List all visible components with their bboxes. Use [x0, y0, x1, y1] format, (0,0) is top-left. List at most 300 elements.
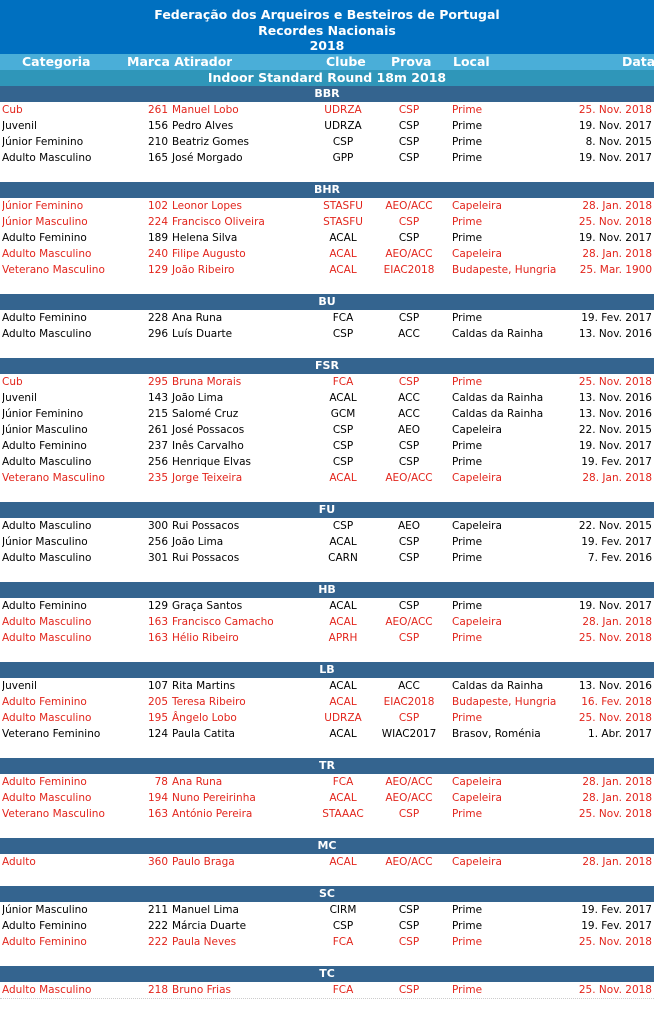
record-data: 28. Jan. 2018 — [582, 856, 652, 868]
record-local: Capeleira — [452, 776, 502, 788]
record-atirador: Bruna Morais — [172, 376, 242, 388]
record-categoria: Veterano Masculino — [2, 808, 105, 820]
record-row — [0, 118, 654, 134]
record-local: Budapeste, Hungria — [452, 264, 557, 276]
record-data: 19. Nov. 2017 — [578, 232, 652, 244]
record-clube: GPP — [332, 152, 354, 164]
record-atirador: Helena Silva — [172, 232, 238, 244]
record-atirador: Inês Carvalho — [172, 440, 244, 452]
record-local: Caldas da Rainha — [452, 408, 544, 420]
record-clube: APRH — [328, 632, 358, 644]
record-prova: AEO/ACC — [385, 248, 433, 260]
record-score: 228 — [148, 312, 169, 324]
record-prova: CSP — [398, 632, 420, 644]
record-marca-atirador — [148, 102, 318, 118]
record-row — [0, 614, 654, 630]
record-categoria: Adulto Feminino — [2, 936, 87, 948]
record-marca-atirador — [148, 438, 318, 454]
record-local: Prime — [452, 984, 483, 996]
record-data: 25. Nov. 2018 — [578, 216, 652, 228]
record-local: Prime — [452, 120, 483, 132]
record-categoria: Júnior Feminino — [2, 408, 84, 420]
record-row — [0, 406, 654, 422]
record-score: 102 — [148, 200, 169, 212]
record-data: 13. Nov. 2016 — [578, 392, 652, 404]
records-title: Recordes Nacionais — [258, 22, 396, 38]
record-local: Capeleira — [452, 856, 502, 868]
record-clube: FCA — [332, 936, 354, 948]
record-prova: CSP — [398, 552, 420, 564]
record-clube: ACAL — [329, 616, 357, 628]
record-atirador: Jorge Teixeira — [172, 472, 243, 484]
record-score: 163 — [148, 632, 169, 644]
record-data: 28. Jan. 2018 — [582, 616, 652, 628]
record-atirador: Leonor Lopes — [172, 200, 242, 212]
record-prova: EIAC2018 — [383, 696, 435, 708]
record-atirador: João Lima — [172, 392, 224, 404]
record-row — [0, 982, 654, 998]
record-atirador: Paula Catita — [172, 728, 235, 740]
record-local: Capeleira — [452, 520, 502, 532]
record-row — [0, 438, 654, 454]
record-data: 25. Nov. 2018 — [578, 808, 652, 820]
record-atirador: Luís Duarte — [172, 328, 233, 340]
record-clube: ACAL — [329, 248, 357, 260]
column-prova: Prova — [391, 54, 432, 69]
record-data: 22. Nov. 2015 — [578, 520, 652, 532]
record-atirador: Márcia Duarte — [172, 920, 247, 932]
record-row — [0, 934, 654, 950]
record-prova: AEO/ACC — [385, 616, 433, 628]
record-marca-atirador — [148, 982, 318, 998]
record-atirador: Bruno Frias — [172, 984, 232, 996]
record-row — [0, 326, 654, 342]
record-atirador: Manuel Lobo — [172, 104, 239, 116]
record-row — [0, 470, 654, 486]
record-prova: CSP — [398, 136, 420, 148]
record-marca-atirador — [148, 598, 318, 614]
record-clube: ACAL — [329, 472, 357, 484]
section-header-tr: TR — [0, 758, 654, 774]
record-prova: CSP — [398, 312, 420, 324]
record-prova: CSP — [398, 904, 420, 916]
record-prova: CSP — [398, 232, 420, 244]
record-score: 163 — [148, 616, 169, 628]
record-marca-atirador — [148, 694, 318, 710]
record-local: Budapeste, Hungria — [452, 696, 557, 708]
record-clube: CSP — [332, 456, 354, 468]
section-spacer — [0, 566, 654, 582]
record-atirador: Graça Santos — [172, 600, 243, 612]
record-prova: AEO/ACC — [385, 472, 433, 484]
record-local: Capeleira — [452, 616, 502, 628]
section-spacer — [0, 486, 654, 502]
record-row — [0, 134, 654, 150]
record-local: Capeleira — [452, 200, 502, 212]
record-local: Caldas da Rainha — [452, 328, 544, 340]
record-marca-atirador — [148, 134, 318, 150]
record-clube: ACAL — [329, 696, 357, 708]
record-local: Prime — [452, 552, 483, 564]
record-row — [0, 854, 654, 870]
column-categoria: Categoria — [22, 54, 91, 69]
record-local: Prime — [452, 712, 483, 724]
record-score: 165 — [148, 152, 169, 164]
record-atirador: Nuno Pereirinha — [172, 792, 256, 804]
record-atirador: Salomé Cruz — [172, 408, 239, 420]
record-prova: CSP — [398, 104, 420, 116]
records-body — [0, 86, 654, 1015]
record-categoria: Veterano Feminino — [2, 728, 101, 740]
section-spacer — [0, 822, 654, 838]
section-header-hb: HB — [0, 582, 654, 598]
record-categoria: Juvenil — [2, 120, 37, 132]
record-local: Prime — [452, 216, 483, 228]
record-score: 261 — [148, 424, 169, 436]
year-title: 2018 — [309, 38, 345, 53]
record-data: 19. Fev. 2017 — [581, 536, 652, 548]
record-clube: UDRZA — [324, 120, 362, 132]
record-data: 19. Nov. 2017 — [578, 600, 652, 612]
record-score: 222 — [148, 920, 169, 932]
record-local: Prime — [452, 440, 483, 452]
record-row — [0, 246, 654, 262]
record-local: Prime — [452, 632, 483, 644]
record-categoria: Adulto Feminino — [2, 920, 87, 932]
record-marca-atirador — [148, 678, 318, 694]
record-categoria: Adulto Masculino — [2, 792, 92, 804]
record-categoria: Veterano Masculino — [2, 264, 105, 276]
section-header-tc: TC — [0, 966, 654, 982]
record-score: 218 — [148, 984, 169, 996]
record-row — [0, 790, 654, 806]
record-atirador: Rita Martins — [172, 680, 236, 692]
record-marca-atirador — [148, 614, 318, 630]
record-row — [0, 710, 654, 726]
record-categoria: Adulto Masculino — [2, 520, 92, 532]
record-score: 240 — [148, 248, 169, 260]
record-categoria: Júnior Feminino — [2, 136, 84, 148]
record-clube: CSP — [332, 520, 354, 532]
record-atirador: José Morgado — [172, 152, 243, 164]
record-categoria: Adulto Feminino — [2, 696, 87, 708]
record-score: 235 — [148, 472, 169, 484]
record-categoria: Cub — [2, 376, 23, 388]
record-row — [0, 918, 654, 934]
record-categoria: Júnior Masculino — [2, 424, 88, 436]
record-local: Caldas da Rainha — [452, 392, 544, 404]
record-score: 256 — [148, 456, 169, 468]
record-categoria: Adulto Masculino — [2, 616, 92, 628]
record-marca-atirador — [148, 854, 318, 870]
section-spacer — [0, 342, 654, 358]
record-clube: CSP — [332, 136, 354, 148]
record-atirador: Hélio Ribeiro — [172, 632, 239, 644]
record-prova: AEO/ACC — [385, 856, 433, 868]
record-row — [0, 678, 654, 694]
record-categoria: Adulto Feminino — [2, 776, 87, 788]
record-local: Prime — [452, 136, 483, 148]
record-local: Prime — [452, 376, 483, 388]
record-clube: ACAL — [329, 728, 357, 740]
record-clube: ACAL — [329, 392, 357, 404]
record-categoria: Adulto Feminino — [2, 232, 87, 244]
record-score: 256 — [148, 536, 169, 548]
record-score: 300 — [148, 520, 169, 532]
record-atirador: Ana Runa — [172, 312, 223, 324]
record-data: 19. Fev. 2017 — [581, 312, 652, 324]
record-clube: GCM — [330, 408, 356, 420]
record-data: 25. Nov. 2018 — [578, 632, 652, 644]
record-marca-atirador — [148, 262, 318, 278]
record-score: 296 — [148, 328, 169, 340]
record-categoria: Adulto — [2, 856, 36, 868]
record-data: 13. Nov. 2016 — [578, 408, 652, 420]
record-local: Prime — [452, 904, 483, 916]
section-spacer — [0, 166, 654, 182]
record-data: 16. Fev. 2018 — [581, 696, 652, 708]
record-categoria: Adulto Masculino — [2, 632, 92, 644]
record-row — [0, 230, 654, 246]
record-marca-atirador — [148, 902, 318, 918]
record-atirador: Ângelo Lobo — [172, 712, 237, 724]
record-score: 189 — [148, 232, 169, 244]
federation-title: Federação dos Arqueiros e Besteiros de Portugal — [154, 7, 500, 22]
record-score: 195 — [148, 712, 169, 724]
record-categoria: Adulto Masculino — [2, 984, 92, 996]
record-clube: CSP — [332, 440, 354, 452]
record-prova: ACC — [398, 392, 420, 404]
record-data: 25. Nov. 2018 — [578, 376, 652, 388]
record-data: 28. Jan. 2018 — [582, 792, 652, 804]
record-data: 28. Jan. 2018 — [582, 248, 652, 260]
record-atirador: Paulo Braga — [172, 856, 235, 868]
record-categoria: Júnior Masculino — [2, 904, 88, 916]
record-row — [0, 774, 654, 790]
record-score: 222 — [148, 936, 169, 948]
record-score: 215 — [148, 408, 169, 420]
record-prova: CSP — [398, 808, 420, 820]
record-marca-atirador — [148, 806, 318, 822]
record-prova: CSP — [398, 120, 420, 132]
record-prova: CSP — [398, 984, 420, 996]
document-header — [0, 0, 654, 54]
record-data: 19. Fev. 2017 — [581, 456, 652, 468]
record-categoria: Juvenil — [2, 392, 37, 404]
record-clube: CSP — [332, 920, 354, 932]
record-marca-atirador — [148, 422, 318, 438]
record-data: 19. Nov. 2017 — [578, 120, 652, 132]
record-categoria: Adulto Feminino — [2, 440, 87, 452]
record-atirador: Paula Neves — [172, 936, 237, 948]
record-marca-atirador — [148, 454, 318, 470]
record-atirador: Francisco Oliveira — [172, 216, 265, 228]
record-marca-atirador — [148, 918, 318, 934]
record-row — [0, 902, 654, 918]
record-row — [0, 374, 654, 390]
record-clube: ACAL — [329, 264, 357, 276]
record-local: Prime — [452, 152, 483, 164]
record-marca-atirador — [148, 790, 318, 806]
record-data: 25. Nov. 2018 — [578, 712, 652, 724]
record-categoria: Júnior Feminino — [2, 200, 84, 212]
record-local: Prime — [452, 600, 483, 612]
record-row — [0, 550, 654, 566]
record-row — [0, 262, 654, 278]
record-row — [0, 598, 654, 614]
record-atirador: José Possacos — [172, 424, 245, 436]
record-row — [0, 310, 654, 326]
record-score: 261 — [148, 104, 169, 116]
record-clube: UDRZA — [324, 712, 362, 724]
record-data: 1. Abr. 2017 — [588, 728, 652, 740]
record-row — [0, 534, 654, 550]
record-clube: ACAL — [329, 600, 357, 612]
record-data: 19. Fev. 2017 — [581, 904, 652, 916]
record-clube: ACAL — [329, 536, 357, 548]
record-atirador: Ana Runa — [172, 776, 223, 788]
record-marca-atirador — [148, 326, 318, 342]
record-row — [0, 726, 654, 742]
record-clube: ACAL — [329, 792, 357, 804]
record-score: 194 — [148, 792, 169, 804]
record-data: 8. Nov. 2015 — [585, 136, 652, 148]
record-row — [0, 198, 654, 214]
record-prova: AEO/ACC — [385, 776, 433, 788]
record-local: Caldas da Rainha — [452, 680, 544, 692]
record-marca-atirador — [148, 230, 318, 246]
record-marca-atirador — [148, 710, 318, 726]
record-data: 7. Fev. 2016 — [587, 552, 652, 564]
sheet-end — [0, 998, 654, 1015]
record-categoria: Adulto Feminino — [2, 312, 87, 324]
section-header-mc: MC — [0, 838, 654, 854]
section-spacer — [0, 870, 654, 886]
record-prova: ACC — [398, 408, 420, 420]
record-row — [0, 630, 654, 646]
record-prova: AEO — [397, 520, 421, 532]
record-categoria: Adulto Feminino — [2, 600, 87, 612]
record-local: Capeleira — [452, 472, 502, 484]
record-row — [0, 454, 654, 470]
record-marca-atirador — [148, 198, 318, 214]
record-row — [0, 102, 654, 118]
record-local: Prime — [452, 456, 483, 468]
record-clube: STASFU — [323, 200, 363, 212]
record-atirador: Beatriz Gomes — [172, 136, 250, 148]
record-clube: STAAAC — [322, 808, 364, 820]
section-spacer — [0, 646, 654, 662]
record-atirador: Rui Possacos — [172, 552, 240, 564]
record-prova: CSP — [398, 152, 420, 164]
round-title: Indoor Standard Round 18m 2018 — [0, 70, 654, 86]
record-prova: CSP — [398, 920, 420, 932]
column-data: Data — [622, 54, 656, 69]
record-data: 13. Nov. 2016 — [578, 680, 652, 692]
record-marca-atirador — [148, 390, 318, 406]
record-atirador: Filipe Augusto — [172, 248, 246, 260]
column-marca-atirador: Marca Atirador — [127, 54, 233, 69]
record-clube: ACAL — [329, 856, 357, 868]
section-header-bu: BU — [0, 294, 654, 310]
record-clube: FCA — [332, 776, 354, 788]
record-categoria: Adulto Masculino — [2, 152, 92, 164]
section-header-lb: LB — [0, 662, 654, 678]
record-row — [0, 694, 654, 710]
record-atirador: Henrique Elvas — [172, 456, 252, 468]
record-data: 25. Nov. 2018 — [578, 104, 652, 116]
record-clube: UDRZA — [324, 104, 362, 116]
record-marca-atirador — [148, 934, 318, 950]
record-data: 19. Fev. 2017 — [581, 920, 652, 932]
record-row — [0, 150, 654, 166]
record-prova: AEO/ACC — [385, 200, 433, 212]
record-clube: CIRM — [329, 904, 357, 916]
record-row — [0, 518, 654, 534]
record-marca-atirador — [148, 214, 318, 230]
record-local: Capeleira — [452, 792, 502, 804]
record-categoria: Júnior Masculino — [2, 216, 88, 228]
record-data: 13. Nov. 2016 — [578, 328, 652, 340]
record-prova: CSP — [398, 216, 420, 228]
record-score: 205 — [148, 696, 169, 708]
record-clube: CARN — [328, 552, 358, 564]
record-row — [0, 422, 654, 438]
record-row — [0, 806, 654, 822]
record-prova: CSP — [398, 600, 420, 612]
column-clube: Clube — [326, 54, 366, 69]
record-marca-atirador — [148, 406, 318, 422]
record-local: Prime — [452, 104, 483, 116]
record-categoria: Júnior Masculino — [2, 536, 88, 548]
record-prova: AEO — [397, 424, 421, 436]
section-header-fu: FU — [0, 502, 654, 518]
record-clube: STASFU — [323, 216, 363, 228]
record-marca-atirador — [148, 550, 318, 566]
record-prova: CSP — [398, 712, 420, 724]
record-categoria: Adulto Masculino — [2, 328, 92, 340]
record-prova: CSP — [398, 440, 420, 452]
record-score: 237 — [148, 440, 169, 452]
record-local: Prime — [452, 808, 483, 820]
record-local: Prime — [452, 936, 483, 948]
record-clube: ACAL — [329, 232, 357, 244]
record-score: 129 — [148, 264, 169, 276]
record-data: 22. Nov. 2015 — [578, 424, 652, 436]
record-score: 129 — [148, 600, 169, 612]
record-data: 28. Jan. 2018 — [582, 472, 652, 484]
section-spacer — [0, 742, 654, 758]
record-local: Prime — [452, 920, 483, 932]
record-atirador: Francisco Camacho — [172, 616, 274, 628]
record-score: 124 — [148, 728, 169, 740]
record-row — [0, 390, 654, 406]
record-clube: ACAL — [329, 680, 357, 692]
record-clube: FCA — [332, 312, 354, 324]
record-marca-atirador — [148, 726, 318, 742]
record-data: 19. Nov. 2017 — [578, 152, 652, 164]
record-data: 25. Mar. 1900 — [579, 264, 652, 276]
record-categoria: Veterano Masculino — [2, 472, 105, 484]
section-spacer — [0, 278, 654, 294]
record-marca-atirador — [148, 246, 318, 262]
record-prova: EIAC2018 — [383, 264, 435, 276]
record-local: Prime — [452, 312, 483, 324]
record-score: 107 — [148, 680, 169, 692]
record-marca-atirador — [148, 630, 318, 646]
record-row — [0, 214, 654, 230]
record-score: 360 — [148, 856, 169, 868]
